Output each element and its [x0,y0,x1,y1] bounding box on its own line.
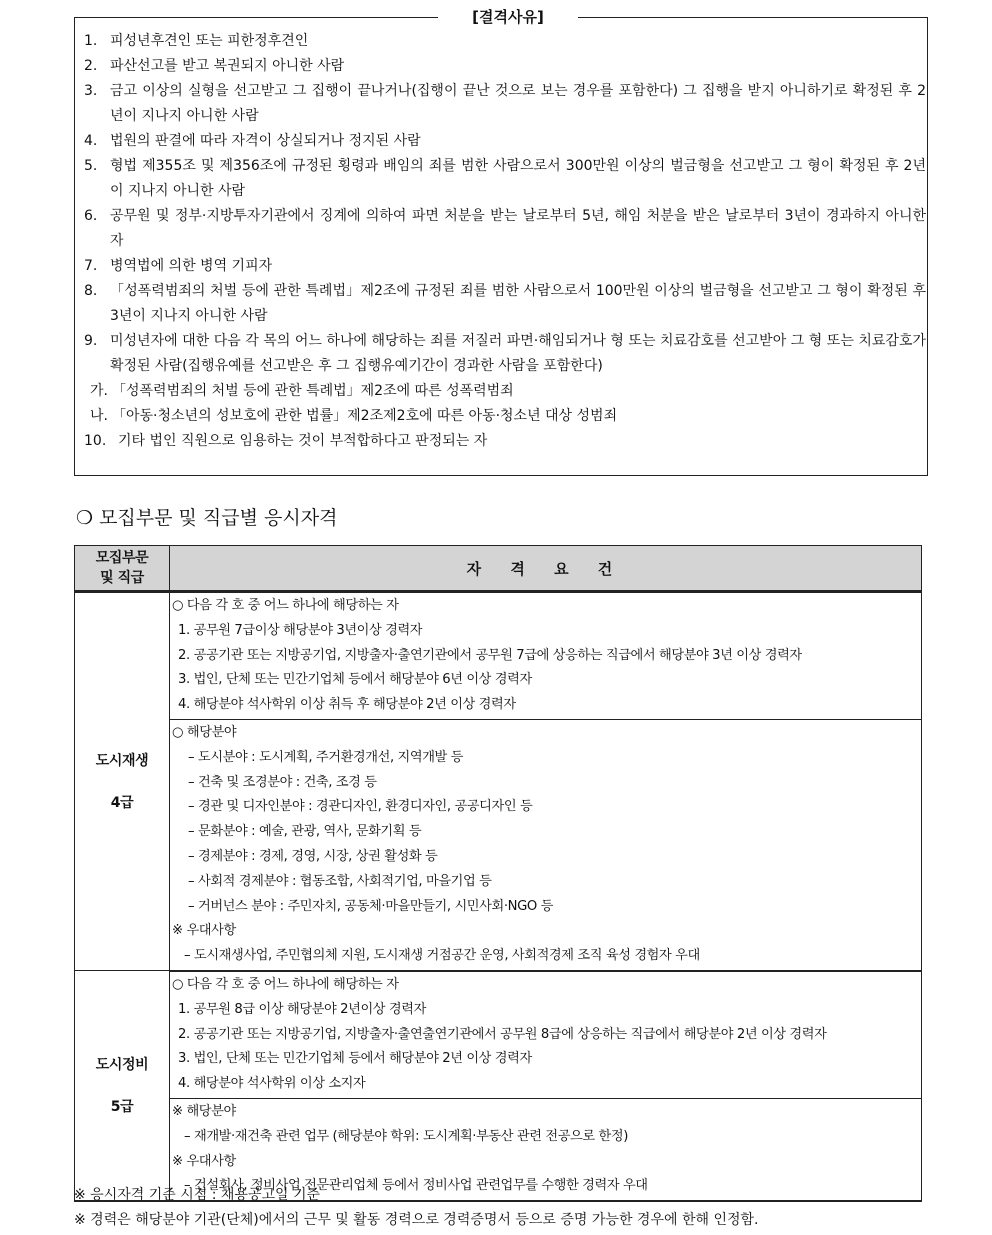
requirements-cell [170,592,922,720]
field-item: – 건축 및 조경분야 : 건축, 조경 등 [188,774,377,790]
fields-cell [170,719,922,970]
sub-item-text: 「성폭력범죄의 처벌 등에 관한 특례법」제2조에 따른 성폭력범죄 [112,383,514,399]
footnote: ※ 경력은 해당분야 기관(단체)에서의 근무 및 활동 경력으로 경력증명서 등으로 증명 가능한 경우에 한해 인정함. [74,1212,759,1228]
preference-item: – 도시재생사업, 주민협의체 지원, 도시재생 거점공간 운영, 사회적경제 조직 육성 경험자 우대 [184,948,700,964]
requirements-intro: ○ 다음 각 호 중 어느 하나에 해당하는 자 [172,598,399,613]
requirement-item: 4. 해당분야 석사학위 이상 소지자 [178,1076,366,1092]
requirement-item: 1. 공무원 7급이상 해당분야 3년이상 경력자 [178,622,423,638]
field-item: – 도시분야 : 도시계획, 주거환경개선, 지역개발 등 [188,749,464,765]
requirement-item: 2. 공공기관 또는 지방공기업, 지방출자·출연출연기관에서 공무원 8급에 상응하는 직급에서 해당분야 2년 이상 경력자 [178,1026,827,1042]
requirements-block [170,593,921,719]
department-cell [75,971,170,1201]
requirement-item: 1. 공무원 8급 이상 해당분야 2년이상 경력자 [178,1001,426,1017]
disqualification-item [84,429,926,454]
item-text: 미성년자에 대한 다음 각 목의 어느 하나에 해당하는 죄를 저질러 파면·해임되거나 형 또는 치료감호를 선고받아 그 형 또는 치료감호가 확정된 사람(집행유예를 선고받은 후 그 집행유예기간이 경과한 사람을 포함한다) [110,333,926,374]
item-text: 피성년후견인 또는 피한정후견인 [110,33,309,49]
sub-item-number: 나. [90,408,108,424]
item-number: 10. [84,433,107,449]
disqualification-title: [결격사유] [438,5,578,29]
department-name: 도시정비 [95,1056,149,1073]
footnotes [74,1183,934,1233]
item-text: 「성폭력범죄의 처벌 등에 관한 특례법」제2조에 규정된 죄를 범한 사람으로서 100만원 이상의 벌금형을 선고받고 그 형이 확정된 후 3년이 지나지 아니한 사람 [110,283,926,324]
item-number: 2. [84,58,98,74]
table-row [75,971,922,1098]
item-text: 공무원 및 정부·지방투자기관에서 징계에 의하여 파면 처분을 받는 날로부터 5년, 해임 처분을 받은 날로부터 3년이 경과하지 아니한 자 [110,208,926,249]
field-item: – 거버넌스 분야 : 주민자치, 공동체·마을만들기, 시민사회·NGO 등 [188,898,554,914]
header-department-line2: 및 직급 [100,570,144,586]
fields-title: ○ 해당분야 [172,724,237,740]
item-number: 9. [84,333,98,349]
requirements-block [170,972,921,1098]
department-grade: 5급 [110,1098,134,1115]
preference-title: ※ 우대사항 [172,923,236,939]
sub-item-number: 가. [90,383,108,399]
disqualification-item [84,204,926,254]
item-number: 8. [84,283,98,299]
disqualification-item [84,54,926,79]
disqualification-sub-item [84,404,926,429]
field-item: – 사회적 경제분야 : 협동조합, 사회적기업, 마을기업 등 [188,873,492,889]
field-item: – 경제분야 : 경제, 경영, 시장, 상권 활성화 등 [188,848,438,864]
item-text: 파산선고를 받고 복권되지 아니한 사람 [110,58,345,74]
item-number: 3. [84,83,98,99]
table-header-row [75,546,922,592]
item-number: 1. [84,33,98,49]
disqualification-item [84,254,926,279]
disqualification-item [84,79,926,129]
disqualification-item [84,129,926,154]
sub-item-text: 「아동·청소년의 성보호에 관한 법률」제2조제2호에 따른 아동·청소년 대상 성범죄 [112,408,618,424]
field-item: – 경관 및 디자인분야 : 경관디자인, 환경디자인, 공공디자인 등 [188,799,533,815]
item-text: 병역법에 의한 병역 기피자 [110,258,273,274]
item-number: 6. [84,208,98,224]
department-cell [75,592,170,971]
item-number: 7. [84,258,98,274]
department-name: 도시재생 [95,752,149,769]
department-grade: 4급 [110,794,134,811]
requirements-cell [170,971,922,1098]
disqualification-item [84,279,926,329]
item-number: 5. [84,158,98,174]
header-department-line1: 모집부문 [95,550,149,566]
item-text: 형법 제355조 및 제356조에 규정된 횡령과 배임의 죄를 범한 사람으로서 300만원 이상의 벌금형을 선고받고 그 형이 확정된 후 2년이 지나지 아니한 사람 [110,158,926,199]
item-text: 기타 법인 직원으로 임용하는 것이 부적합하다고 판정되는 자 [118,433,488,449]
requirements-intro: ○ 다음 각 호 중 어느 하나에 해당하는 자 [172,976,399,992]
requirement-item: 2. 공공기관 또는 지방공기업, 지방출자·출연기관에서 공무원 7급에 상응하는 직급에서 해당분야 3년 이상 경력자 [178,647,802,663]
disqualification-item [84,329,926,379]
header-requirements: 자 격 요 건 [170,546,922,592]
requirement-item: 3. 법인, 단체 또는 민간기업체 등에서 해당분야 6년 이상 경력자 [178,672,532,688]
footnote: ※ 응시자격 기준 시점 : 채용공고일 기준 [74,1187,321,1203]
field-item: – 재개발·재건축 관련 업무 (해당분야 학위: 도시계획·부동산 관련 전공으로 한정) [184,1128,628,1144]
disqualification-sub-item [84,379,926,404]
item-number: 4. [84,133,98,149]
field-item: – 문화분야 : 예술, 관광, 역사, 문화기획 등 [188,824,422,840]
header-department [75,546,170,592]
requirement-item: 4. 해당분야 석사학위 이상 취득 후 해당분야 2년 이상 경력자 [178,697,516,713]
disqualification-item [84,154,926,204]
disqualification-item [84,29,926,54]
fields-block [170,720,921,970]
preference-title: ※ 우대사항 [172,1153,236,1169]
disqualification-list [84,29,926,454]
item-text: 법원의 판결에 따라 자격이 상실되거나 정지된 사람 [110,133,421,149]
fields-title: ※ 해당분야 [172,1103,236,1119]
table-row [75,592,922,720]
item-text: 금고 이상의 실형을 선고받고 그 집행이 끝나거나(집행이 끝난 것으로 보는 경우를 포함한다) 그 집행을 받지 아니하기로 확정된 후 2년이 지나지 아니한 사람 [110,83,926,124]
section-title: ❍ 모집부문 및 직급별 응시자격 [76,507,338,529]
preference-item: – 건설회사, 정비사업 전문관리업체 등에서 정비사업 관련업무를 수행한 경력자 우대 [184,1178,648,1194]
table-row [75,719,922,970]
qualification-table [74,545,922,1202]
requirement-item: 3. 법인, 단체 또는 민간기업체 등에서 해당분야 2년 이상 경력자 [178,1051,532,1067]
